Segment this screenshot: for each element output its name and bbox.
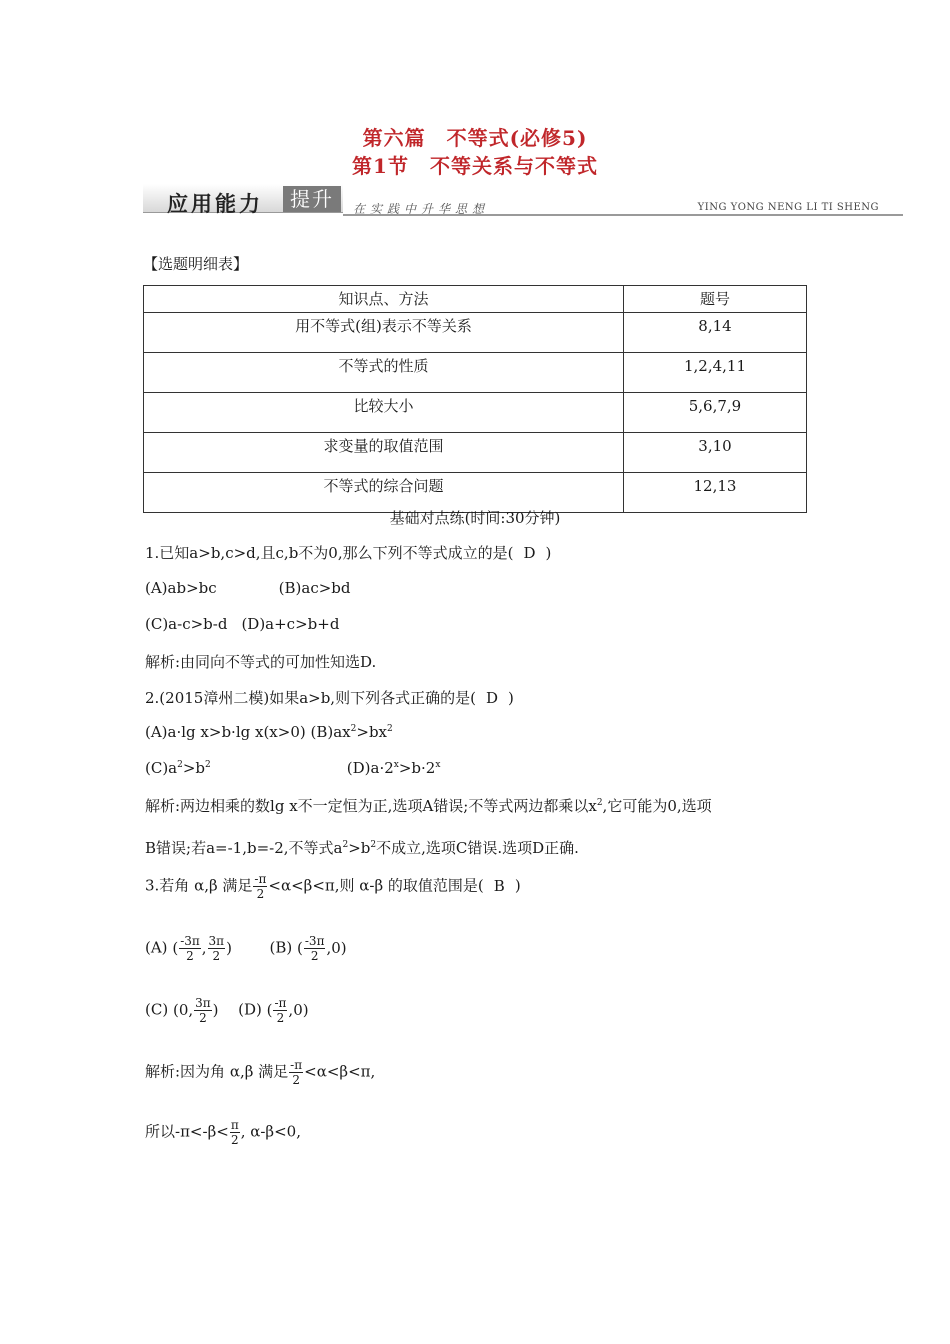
table-cell: 用不等式(组)表示不等关系	[144, 313, 624, 353]
table-cell: 求变量的取值范围	[144, 433, 624, 473]
fraction-denominator: 2	[186, 949, 194, 963]
fraction-denominator: 2	[292, 1073, 300, 1087]
table-cell: 3,10	[624, 433, 807, 473]
fraction-numerator: -3π	[180, 934, 200, 948]
fraction-numerator: π	[230, 1118, 239, 1132]
question-detail-table	[143, 285, 807, 513]
exponent: 2	[342, 840, 349, 850]
q3-analysis-2	[145, 1118, 301, 1147]
q2-stem-text: 2.(2015漳州二模)如果a>b,则下列各式正确的是(	[145, 689, 476, 707]
q3-analysis-2-pre: 所以-π<-β<	[145, 1122, 229, 1141]
exponent: 2	[177, 760, 183, 770]
q3-option-d	[266, 996, 309, 1025]
q3-answer: B	[493, 876, 505, 895]
banner-pinyin: YING YONG NENG LI TI SHENG	[697, 202, 879, 213]
q3-options-ab	[145, 934, 347, 963]
q2-option-d-pre: (D)a·2	[346, 759, 394, 777]
q3-close: )	[514, 876, 521, 895]
q2-analysis-1-post: ,它可能为0,选项	[602, 797, 712, 815]
q2-option-b-pre: (B)ax	[310, 723, 351, 741]
table-cell: 比较大小	[144, 393, 624, 433]
fraction-denominator: 2	[276, 1011, 285, 1025]
fraction	[253, 872, 267, 901]
q1-option-d: (D)a+c>b+d	[241, 615, 340, 633]
q3-analysis-1	[145, 1058, 375, 1087]
table-cell: 1,2,4,11	[624, 353, 807, 393]
fraction	[230, 1118, 240, 1147]
table-cell: 5,6,7,9	[624, 393, 807, 433]
table-row	[144, 393, 807, 433]
q2-option-c	[145, 759, 211, 777]
q1-stem	[145, 542, 551, 563]
q2-analysis-2-post: 不成立,选项C错误.选项D正确.	[376, 839, 579, 857]
paren: (	[172, 1000, 179, 1019]
table-cell: 不等式的综合问题	[144, 473, 624, 513]
table-header-row	[144, 286, 807, 313]
practice-title: 基础对点练(时间:30分钟)	[389, 509, 561, 527]
q3-option-c	[172, 996, 219, 1025]
fraction-denominator: 2	[212, 949, 221, 963]
q2-analysis-1	[145, 795, 712, 816]
q1-options-cd	[145, 615, 339, 633]
q2-option-c-pre: (C)a	[145, 759, 178, 777]
q1-close: )	[545, 544, 552, 562]
section-banner	[143, 184, 903, 220]
zero: 0,	[178, 1000, 194, 1019]
exponent: 2	[370, 840, 377, 850]
q2-option-a: (A)a·lg x>b·lg x(x>0)	[145, 723, 306, 741]
q1-answer: D	[523, 544, 536, 562]
q2-option-b-mid: >bx	[356, 723, 388, 741]
q2-analysis-2-pre: B错误;若a=-1,b=-2,不等式a	[145, 839, 343, 857]
fraction-denominator: 2	[230, 1133, 239, 1147]
zero: 0	[331, 938, 341, 957]
q3-stem	[145, 872, 521, 901]
table-row	[144, 313, 807, 353]
chapter-title: 第六篇 不等式(必修5)	[362, 126, 588, 150]
fraction	[273, 996, 287, 1025]
q3-analysis-1-pre: 解析:因为角 α,β 满足	[145, 1062, 289, 1081]
q3-option-c-label: (C)	[145, 1000, 169, 1019]
zero: 0	[293, 1000, 303, 1019]
q2-option-b	[311, 723, 393, 741]
q3-analysis-1-post: <α<β<π,	[304, 1062, 376, 1081]
q1-option-b: (B)ac>bd	[278, 579, 351, 597]
exponent: x	[393, 760, 399, 770]
banner-main-text: 应用能力	[167, 192, 263, 216]
q2-options-cd	[145, 759, 440, 777]
q1-option-a: (A)ab>bc	[145, 579, 217, 597]
q2-options-ab	[145, 723, 393, 741]
q3-analysis-2-post: , α-β<0,	[240, 1122, 301, 1141]
q3-option-a	[172, 934, 232, 963]
fraction-numerator: -3π	[304, 934, 325, 948]
comma: ,	[288, 1000, 294, 1019]
table-header: 题号	[624, 286, 807, 313]
q2-stem	[145, 687, 514, 708]
table-cell: 12,13	[624, 473, 807, 513]
q3-options-cd	[145, 996, 309, 1025]
fraction-numerator: -π	[254, 872, 267, 886]
q2-option-c-mid: >b	[182, 759, 206, 777]
fraction	[289, 1058, 303, 1087]
paren: )	[212, 1000, 219, 1019]
fraction-numerator: 3π	[208, 934, 225, 948]
paren: (	[266, 1000, 273, 1019]
table-header: 知识点、方法	[144, 286, 624, 313]
paren: )	[226, 938, 232, 957]
banner-subtitle: 在实践中升华思想	[353, 202, 490, 216]
q3-stem-pre: 3.若角 α,β 满足	[145, 876, 253, 895]
exponent: x	[435, 760, 441, 770]
q1-stem-text: 1.已知a>b,c>d,且c,b不为0,那么下列不等式成立的是(	[145, 544, 514, 562]
table-row	[144, 433, 807, 473]
q3-option-b	[297, 934, 347, 963]
q3-option-b-label: (B)	[269, 938, 293, 957]
exponent: 2	[205, 760, 211, 770]
fraction-denominator: 2	[256, 887, 265, 901]
comma: ,	[326, 938, 332, 957]
fraction-denominator: 2	[310, 949, 319, 963]
exponent: 2	[350, 724, 357, 734]
q2-close: )	[507, 689, 514, 707]
q3-option-d-label: (D)	[238, 1000, 262, 1019]
exponent: 2	[387, 724, 393, 734]
fraction	[304, 934, 326, 963]
q1-analysis: 解析:由同向不等式的可加性知选D.	[145, 653, 377, 671]
q1-options-ab	[145, 579, 351, 597]
table-cell: 不等式的性质	[144, 353, 624, 393]
paren: (	[297, 938, 303, 957]
q3-option-a-label: (A)	[145, 938, 168, 957]
fraction	[208, 934, 226, 963]
exponent: 2	[596, 798, 603, 808]
fraction-numerator: -π	[290, 1058, 303, 1072]
fraction-denominator: 2	[199, 1011, 207, 1025]
q2-answer: D	[485, 689, 498, 707]
fraction-numerator: -π	[274, 996, 287, 1010]
table-row	[144, 353, 807, 393]
section-title: 第1节 不等关系与不等式	[352, 154, 598, 178]
q2-analysis-1-pre: 解析:两边相乘的数lg x不一定恒为正,选项A错误;不等式两边都乘以x	[145, 797, 597, 815]
fraction	[179, 934, 201, 963]
q2-analysis-2	[145, 837, 579, 858]
q2-analysis-2-mid: >b	[348, 839, 371, 857]
q2-option-d	[347, 759, 441, 777]
fraction	[194, 996, 212, 1025]
paren: )	[340, 938, 347, 957]
paren: )	[302, 1000, 309, 1019]
table-cell: 8,14	[624, 313, 807, 353]
q3-stem-post: <α<β<π,则 α-β 的取值范围是(	[268, 876, 484, 895]
q2-option-d-mid: >b·2	[398, 759, 436, 777]
fraction-numerator: 3π	[195, 996, 211, 1010]
comma: ,	[201, 938, 207, 957]
banner-box-text: 提升	[283, 186, 341, 212]
q1-option-c: (C)a-c>b-d	[145, 615, 228, 633]
table-label: 【选题明细表】	[143, 255, 249, 273]
paren: (	[172, 938, 179, 957]
